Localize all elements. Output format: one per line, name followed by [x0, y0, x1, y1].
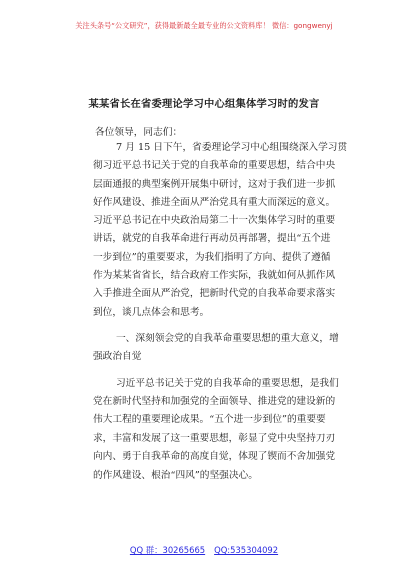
section-heading: 一、深刻领会党的自我革命重要思想的重大意义，增 [116, 333, 339, 344]
paragraph-2-line: 到位，谈几点体会和思考。 [93, 307, 210, 318]
paragraph-2-line: 作为某某省省长，结合政府工作实际，我就如何从抓作风 [93, 270, 336, 281]
paragraph-3-line: 习近平总书记关于党的自我革命的重要思想，是我们 [116, 378, 339, 389]
qq-group-contact: QQ 群：30265665 [129, 545, 206, 555]
document-title: 某某省长在省委理论学习中心组集体学习时的发言 [88, 98, 320, 110]
paragraph-3-line: 伟大工程的重要理论成果。“五个进一步到位”的重要要 [93, 414, 326, 425]
paragraph-2-line: 讲话，就党的自我革命进行再动员再部署，提出“五个进 [93, 233, 331, 244]
paragraph-2-line: 入手推进全面从严治党，把新时代党的自我革命要求落实 [93, 288, 336, 299]
paragraph-2-line: 习近平总书记在中央政治局第二十一次集体学习时的重要 [93, 215, 336, 226]
paragraph-1-line: 层面通报的典型案例开展集中研讨，这对于我们进一步抓 [93, 179, 336, 190]
paragraph-1-line: 彻习近平总书记关于党的自我革命的重要思想，结合中央 [93, 160, 336, 171]
paragraph-3-line: 的作风建设、根治“四风”的坚强决心。 [93, 470, 258, 481]
section-heading: 强政治自觉 [93, 351, 142, 362]
paragraph-3-line: 向内、勇于自我革命的高度自觉，体现了锲而不舍加强党 [93, 451, 336, 462]
paragraph-2-line: 一步到位”的重要要求，为我们指明了方向、提供了遵循 [93, 252, 331, 263]
paragraph-3-line: 求，丰富和发展了这一重要思想，彰显了党中央坚持刀刃 [93, 433, 336, 444]
paragraph-1-line: 好作风建设、推进全面从严治党具有重大而深远的意义。 [93, 197, 336, 208]
footer-contacts [0, 545, 408, 556]
qq-contact: QQ:535304092 [214, 545, 279, 555]
paragraph-1-line: 7 月 15 日下午，省委理论学习中心组围绕深入学习贯 [116, 142, 348, 153]
salutation: 各位领导，同志们： [95, 127, 183, 138]
paragraph-3-line: 党在新时代坚持和加强党的全面领导、推进党的建设新的 [93, 396, 336, 407]
header-promo-note: 关注头条号“公文研究”，获得最新最全最专业的公文资料库！ 微信：gongwenyj [75, 21, 333, 30]
